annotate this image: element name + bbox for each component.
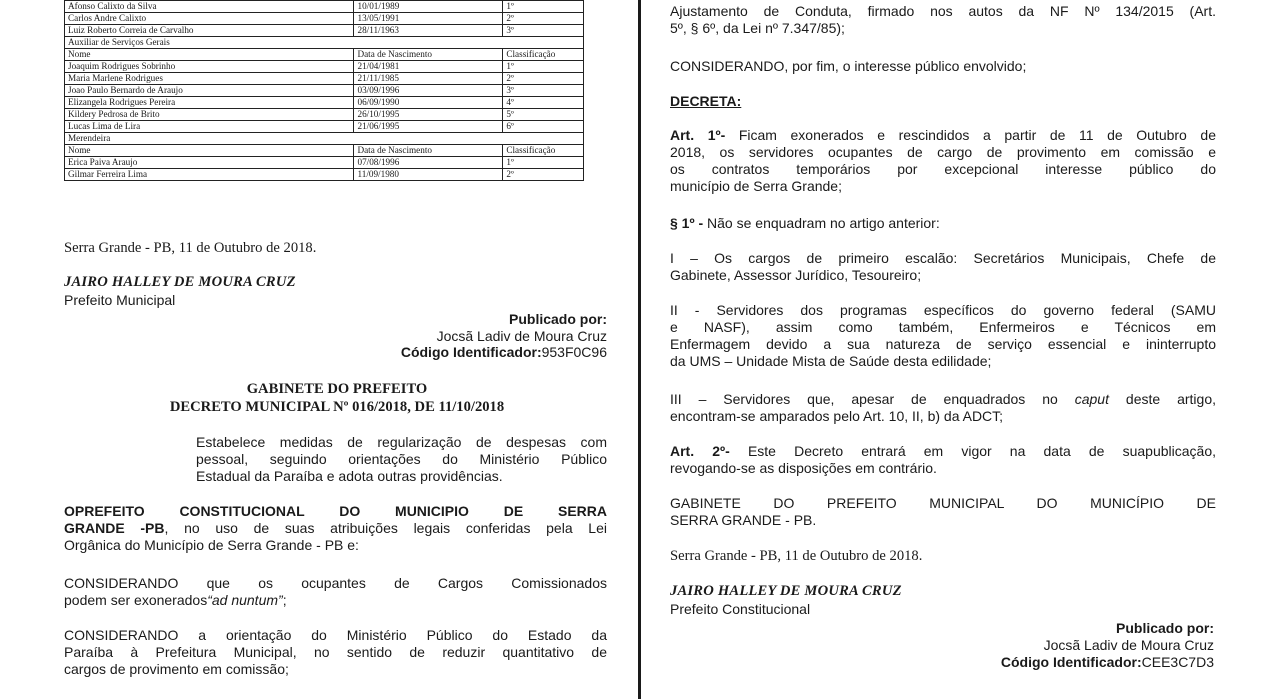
intro-line: OPREFEITO CONSTITUCIONAL DO MUNICIPIO DE SERRA xyxy=(64,503,607,519)
item-line: da UMS – Unidade Mista de Saúde desta edilidade; xyxy=(670,353,992,369)
table-row xyxy=(65,97,584,109)
table-cell: 6º xyxy=(503,121,584,133)
table-cell: Kildery Pedrosa de Brito xyxy=(65,109,354,121)
table-cell: 26/10/1995 xyxy=(354,109,503,121)
table-row xyxy=(65,73,584,85)
closing-line: GABINETE DO PREFEITO MUNICIPAL DO MUNICÍPIO DE xyxy=(670,495,1216,511)
table-row xyxy=(65,145,584,157)
decree-summary xyxy=(196,434,607,485)
employee-classification-table xyxy=(64,0,584,181)
right-code-identifier xyxy=(850,654,1214,671)
summary-line: Estabelece medidas de regularização de despesas com xyxy=(196,434,607,450)
right-signer-name: JAIRO HALLEY DE MOURA CRUZ xyxy=(670,583,902,599)
item-line: Gabinete, Assessor Jurídico, Tesoureiro; xyxy=(670,267,922,283)
table-cell: 21/04/1981 xyxy=(354,61,503,73)
table-row xyxy=(65,1,584,13)
left-code-identifier xyxy=(250,344,607,361)
item-text: III – Servidores que, apesar de enquadrados no xyxy=(670,391,1075,407)
left-heading-gabinete: GABINETE DO PREFEITO xyxy=(246,381,428,397)
article-1 xyxy=(670,127,1216,195)
right-code-label: Código Identificador: xyxy=(1000,654,1142,670)
paragraph-1 xyxy=(670,215,940,232)
right-code-value: CEE3C7D3 xyxy=(1141,654,1214,670)
considering-line: cargos de provimento em comissão; xyxy=(64,661,289,677)
table-cell: 1º xyxy=(503,157,584,169)
table-cell: Maria Marlene Rodrigues xyxy=(65,73,354,85)
right-published-label: Publicado por: xyxy=(1116,620,1214,636)
decreta-heading: DECRETA: xyxy=(670,93,742,109)
table-cell: Luiz Roberto Correia de Carvalho xyxy=(65,25,354,37)
item-line: II - Servidores dos programas específicos do governo federal (SAMU xyxy=(670,302,1216,318)
table-cell: 1º xyxy=(503,1,584,13)
left-heading-decreto: DECRETO MUNICIPAL Nº 016/2018, DE 11/10/2018 xyxy=(169,399,505,415)
decree-intro xyxy=(64,503,607,554)
article-text: Este Decreto entrará em vigor na data de suapublicação, xyxy=(729,443,1217,459)
left-code-value: 953F0C96 xyxy=(541,344,607,360)
article-line: os contratos temporários por excepcional interesse público do xyxy=(670,161,1216,177)
table-cell: 28/11/1963 xyxy=(354,25,503,37)
table-cell: Afonso Calixto da Silva xyxy=(65,1,354,13)
article-2 xyxy=(670,443,1216,477)
text-line: Ajustamento de Conduta, firmado nos autos da NF Nº 134/2015 (Art. xyxy=(670,3,1216,19)
table-section-cell: Merendeira xyxy=(65,133,584,145)
table-cell: Data de Nascimento xyxy=(354,145,503,157)
table-row xyxy=(65,85,584,97)
right-published-name: Jocsã Ladiv de Moura Cruz xyxy=(1043,637,1214,653)
considering-final: CONSIDERANDO, por fim, o interesse público envolvido; xyxy=(670,58,1027,74)
article-label: Art. 2º- xyxy=(670,443,730,459)
item-line: e NASF), assim como também, Enfermeiros e Técnicos em xyxy=(670,319,1216,335)
table-cell: Erica Paiva Araujo xyxy=(65,157,354,169)
table-cell: 03/09/1996 xyxy=(354,85,503,97)
table-cell: Classificação xyxy=(503,49,584,61)
item-line: I – Os cargos de primeiro escalão: Secretários Municipais, Chefe de xyxy=(670,250,1216,266)
table-row xyxy=(65,157,584,169)
considering-text: ; xyxy=(282,592,287,608)
table-cell: Gilmar Ferreira Lima xyxy=(65,169,354,181)
summary-line: pessoal, seguindo orientações do Ministério Público xyxy=(196,451,607,467)
item-iii xyxy=(670,391,1216,425)
table-row xyxy=(65,13,584,25)
left-signer-title: Prefeito Municipal xyxy=(64,292,176,308)
table-section-row xyxy=(65,37,584,49)
item-italic: caput xyxy=(1074,391,1109,407)
text-line: 5º, § 6º, da Lei nº 7.347/85); xyxy=(670,20,845,36)
table-cell: Elizangela Rodrigues Pereira xyxy=(65,97,354,109)
article-line: revogando-se as disposições em contrário. xyxy=(670,460,937,476)
table-cell: Nome xyxy=(65,49,354,61)
table-cell: 06/09/1990 xyxy=(354,97,503,109)
table-section-cell: Auxiliar de Serviços Gerais xyxy=(65,37,584,49)
left-signer-name: JAIRO HALLEY DE MOURA CRUZ xyxy=(64,274,296,290)
table-cell: 2º xyxy=(503,169,584,181)
table-row xyxy=(65,61,584,73)
left-published-label: Publicado por: xyxy=(509,311,607,327)
table-row xyxy=(65,169,584,181)
table-cell: 11/09/1980 xyxy=(354,169,503,181)
table-cell: 3º xyxy=(503,85,584,97)
table-cell: 4º xyxy=(503,97,584,109)
table-row xyxy=(65,109,584,121)
left-date-line: Serra Grande - PB, 11 de Outubro de 2018. xyxy=(64,240,317,256)
paragraph-label: § 1º - xyxy=(670,215,704,231)
item-ii xyxy=(670,302,1216,370)
table-cell: 13/05/1991 xyxy=(354,13,503,25)
item-line: encontram-se amparados pelo Art. 10, II, b) da ADCT; xyxy=(670,408,1004,424)
table-cell: Classificação xyxy=(503,145,584,157)
table-cell: 21/11/1985 xyxy=(354,73,503,85)
considering-italic: “ad nuntum” xyxy=(207,592,283,608)
item-i xyxy=(670,250,1216,284)
article-label: Art. 1º- xyxy=(670,127,726,143)
table-cell: 2º xyxy=(503,13,584,25)
intro-rest: , no uso de suas atribuições legais conferidas pela Lei xyxy=(164,520,607,536)
left-code-label: Código Identificador: xyxy=(400,344,542,360)
article-line: município de Serra Grande; xyxy=(670,178,842,194)
considering-text: podem ser exonerados xyxy=(64,592,208,608)
item-text: deste artigo, xyxy=(1108,391,1216,407)
table-section-row xyxy=(65,133,584,145)
gabinete-closing xyxy=(670,495,1216,529)
article-text: Ficam exonerados e rescindidos a partir de 11 de Outubro de xyxy=(725,127,1216,143)
table-cell: 2º xyxy=(503,73,584,85)
table-cell: 5º xyxy=(503,109,584,121)
table-cell: 07/08/1996 xyxy=(354,157,503,169)
item-line: Enfermagem devido a sua natureza de serviço essencial e ininterrupto xyxy=(670,336,1216,352)
right-date-line: Serra Grande - PB, 11 de Outubro de 2018. xyxy=(670,548,923,564)
summary-line: Estadual da Paraíba e adota outras providências. xyxy=(196,468,503,484)
table-cell: 10/01/1989 xyxy=(354,1,503,13)
column-divider xyxy=(638,0,641,699)
article-line: 2018, os servidores ocupantes de cargo de provimento em comissão e xyxy=(670,144,1216,160)
table-cell: 1º xyxy=(503,61,584,73)
considering-line: Paraíba à Prefeitura Municipal, no sentido de reduzir quantitativo de xyxy=(64,644,607,660)
intro-bold: GRANDE -PB xyxy=(64,520,165,536)
table-cell: Lucas Lima de Lira xyxy=(65,121,354,133)
table-cell: Joao Paulo Bernardo de Araujo xyxy=(65,85,354,97)
table-cell: 3º xyxy=(503,25,584,37)
considering-line: CONSIDERANDO que os ocupantes de Cargos Comissionados xyxy=(64,575,607,591)
table-cell: Data de Nascimento xyxy=(354,49,503,61)
considering-2 xyxy=(64,627,607,678)
left-published-name: Jocsã Ladiv de Moura Cruz xyxy=(436,328,607,344)
table-cell: Nome xyxy=(65,145,354,157)
considering-1 xyxy=(64,575,607,609)
table-cell: Carlos Andre Calixto xyxy=(65,13,354,25)
closing-line: SERRA GRANDE - PB. xyxy=(670,512,817,528)
conduct-adjustment xyxy=(670,3,1216,37)
table-cell: Joaquim Rodrigues Sobrinho xyxy=(65,61,354,73)
intro-line: Orgânica do Município de Serra Grande - PB e: xyxy=(64,537,359,553)
considering-line: CONSIDERANDO a orientação do Ministério Público do Estado da xyxy=(64,627,607,643)
table-row xyxy=(65,25,584,37)
right-signer-title: Prefeito Constitucional xyxy=(670,601,811,617)
table-row xyxy=(65,121,584,133)
paragraph-text: Não se enquadram no artigo anterior: xyxy=(703,215,940,231)
table-row xyxy=(65,49,584,61)
table-cell: 21/06/1995 xyxy=(354,121,503,133)
